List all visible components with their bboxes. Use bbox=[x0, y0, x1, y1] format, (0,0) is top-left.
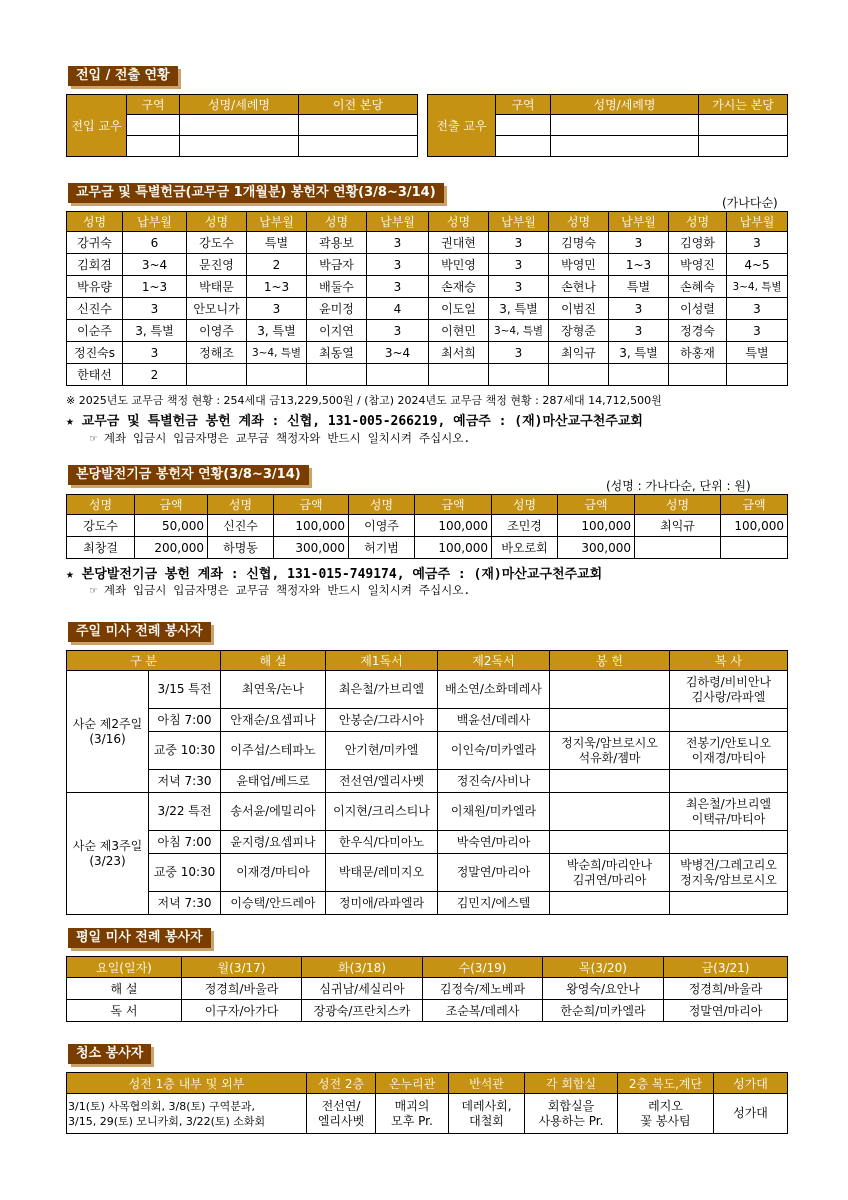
volunteer-cell: 정말연/마리아 bbox=[664, 1000, 788, 1022]
name-cell bbox=[669, 364, 727, 386]
name-cell bbox=[549, 364, 609, 386]
sunday-r1-cell: 안기현/미카엘 bbox=[326, 732, 438, 770]
header-cell: 수(3/19) bbox=[423, 957, 543, 978]
sunday-offer-cell: 정지욱/암브로시오 석유화/젬마 bbox=[550, 732, 670, 770]
month-cell: 특별 bbox=[609, 276, 669, 298]
name-cell: 손현나 bbox=[549, 276, 609, 298]
header-cell: 성명 bbox=[208, 495, 274, 515]
name-cell: 김명숙 bbox=[549, 232, 609, 254]
header-cell: 성명 bbox=[67, 212, 123, 232]
header-cell: 성전 1층 내부 및 외부 bbox=[67, 1073, 307, 1094]
name-cell: 정경숙 bbox=[669, 320, 727, 342]
sunday-table bbox=[66, 650, 788, 915]
sunday-offer-cell bbox=[550, 831, 670, 854]
name-cell: 이도일 bbox=[429, 298, 489, 320]
table-row bbox=[67, 537, 788, 559]
cleaning-table bbox=[66, 1072, 788, 1134]
month-cell: 2 bbox=[123, 364, 187, 386]
name-cell bbox=[307, 364, 367, 386]
name-cell: 하홍재 bbox=[669, 342, 727, 364]
role-cell: 독 서 bbox=[67, 1000, 182, 1022]
sunday-server-cell bbox=[670, 892, 788, 915]
header-cell: 월(3/17) bbox=[182, 957, 302, 978]
name-cell: 최익규 bbox=[635, 515, 721, 537]
sunday-server-cell bbox=[670, 709, 788, 732]
weekday-table bbox=[66, 956, 788, 1022]
sunday-time-cell: 3/22 특전 bbox=[149, 793, 221, 831]
month-cell: 1~3 bbox=[123, 276, 187, 298]
name-cell: 강도수 bbox=[67, 515, 135, 537]
header-cell: 온누리관 bbox=[376, 1073, 449, 1094]
name-cell: 이영주 bbox=[349, 515, 415, 537]
name-cell: 손혜숙 bbox=[669, 276, 727, 298]
cleaning-cell: 성가대 bbox=[714, 1094, 788, 1134]
volunteer-cell: 왕영숙/요안나 bbox=[543, 978, 664, 1000]
empty-cell bbox=[496, 136, 551, 157]
sunday-date: (3/16) bbox=[89, 731, 126, 746]
sunday-commentary-cell: 이승택/안드레아 bbox=[221, 892, 326, 915]
name-cell: 이범진 bbox=[549, 298, 609, 320]
amount-cell: 100,000 bbox=[415, 537, 492, 559]
volunteer-cell: 심귀남/세실리아 bbox=[302, 978, 423, 1000]
month-cell bbox=[367, 364, 429, 386]
volunteer-cell: 한순희/미카엘라 bbox=[543, 1000, 664, 1022]
name-cell: 신진수 bbox=[67, 298, 123, 320]
header-row bbox=[67, 651, 788, 671]
month-cell: 3 bbox=[727, 320, 788, 342]
sunday-r2-cell: 배소연/소화데레사 bbox=[438, 671, 550, 709]
amount-cell: 100,000 bbox=[721, 515, 788, 537]
table-row bbox=[67, 831, 788, 854]
empty-cell bbox=[699, 115, 788, 136]
table-row bbox=[67, 793, 788, 831]
header-cell: 성명 bbox=[67, 495, 135, 515]
name-cell: 박금자 bbox=[307, 254, 367, 276]
transfer-out-table bbox=[427, 94, 788, 157]
amount-cell bbox=[721, 537, 788, 559]
name-cell: 신진수 bbox=[208, 515, 274, 537]
month-cell: 3 bbox=[727, 232, 788, 254]
empty-cell bbox=[551, 115, 699, 136]
section-title-weekday: 평일 미사 전례 봉사자 bbox=[68, 928, 211, 948]
section-title-cleaning: 청소 봉사자 bbox=[68, 1044, 151, 1064]
sunday-r1-cell: 안봉순/그라시아 bbox=[326, 709, 438, 732]
header-cell: 요일(일자) bbox=[67, 957, 182, 978]
section-title-building: 본당발전기금 봉헌자 연황(3/8~3/14) bbox=[68, 465, 309, 485]
name-cell: 이현민 bbox=[429, 320, 489, 342]
sunday-r1-cell: 전선연/엘리사벳 bbox=[326, 770, 438, 793]
month-cell: 3 bbox=[489, 232, 549, 254]
sunday-commentary-cell: 송서윤/에밀리아 bbox=[221, 793, 326, 831]
header-cell: 봉 헌 bbox=[550, 651, 670, 671]
header-cell: 성명/세례명 bbox=[551, 95, 699, 115]
header-cell: 성명 bbox=[187, 212, 247, 232]
header-cell: 금액 bbox=[274, 495, 349, 515]
header-cell: 금액 bbox=[415, 495, 492, 515]
building-sort-note: (성명 : 가나다순, 단위 : 원) bbox=[606, 479, 751, 493]
sunday-r2-cell: 백윤선/데레사 bbox=[438, 709, 550, 732]
sunday-offer-cell: 박순희/마리안나 김귀연/마리아 bbox=[550, 854, 670, 892]
sunday-server-cell: 최은철/가브리엘 이택규/마티아 bbox=[670, 793, 788, 831]
table-row bbox=[67, 364, 788, 386]
dues-status-note: ※ 2025년도 교무금 책정 현황 : 254세대 금13,229,500원 / (참고) 2024년도 교무금 책정 현황 : 287세대 14,712,500원 bbox=[66, 394, 662, 407]
header-cell: 금액 bbox=[558, 495, 635, 515]
month-cell: 3 bbox=[489, 342, 549, 364]
header-row bbox=[67, 495, 788, 515]
amount-cell: 300,000 bbox=[558, 537, 635, 559]
month-cell: 4 bbox=[367, 298, 429, 320]
empty-cell bbox=[180, 136, 299, 157]
sunday-commentary-cell: 이주섭/스테파노 bbox=[221, 732, 326, 770]
month-cell: 1~3 bbox=[609, 254, 669, 276]
header-cell: 복 사 bbox=[670, 651, 788, 671]
name-cell: 박영진 bbox=[669, 254, 727, 276]
month-cell bbox=[247, 364, 307, 386]
month-cell bbox=[727, 364, 788, 386]
header-cell: 화(3/18) bbox=[302, 957, 423, 978]
header-cell: 구 분 bbox=[67, 651, 221, 671]
header-cell: 납부월 bbox=[727, 212, 788, 232]
amount-cell: 50,000 bbox=[135, 515, 208, 537]
name-cell: 박태문 bbox=[187, 276, 247, 298]
header-cell: 각 회합실 bbox=[525, 1073, 618, 1094]
empty-cell bbox=[699, 136, 788, 157]
month-cell: 3 bbox=[367, 320, 429, 342]
name-cell: 강도수 bbox=[187, 232, 247, 254]
name-cell: 박영민 bbox=[549, 254, 609, 276]
volunteer-cell: 조순복/데레사 bbox=[423, 1000, 543, 1022]
header-cell: 성명 bbox=[492, 495, 558, 515]
amount-cell: 100,000 bbox=[274, 515, 349, 537]
month-cell: 3 bbox=[367, 276, 429, 298]
sunday-time-cell: 교중 10:30 bbox=[149, 854, 221, 892]
table-row bbox=[67, 276, 788, 298]
header-row bbox=[67, 212, 788, 232]
empty-cell bbox=[127, 136, 180, 157]
dues-account: ★ 교무금 및 특별헌금 봉헌 계좌 : 신협, 131-005-266219, 예금주 : (재)마산교구천주교회 bbox=[66, 414, 643, 429]
name-cell: 김영화 bbox=[669, 232, 727, 254]
name-cell: 강귀숙 bbox=[67, 232, 123, 254]
table-row bbox=[67, 1000, 788, 1022]
amount-cell: 100,000 bbox=[558, 515, 635, 537]
role-cell: 해 설 bbox=[67, 978, 182, 1000]
name-cell: 조민경 bbox=[492, 515, 558, 537]
header-cell: 목(3/20) bbox=[543, 957, 664, 978]
name-cell: 박유량 bbox=[67, 276, 123, 298]
cleaning-cell: 전선연/ 엘리사벳 bbox=[307, 1094, 376, 1134]
dues-account-note: ☞ 계좌 입금시 입금자명은 교무금 책정자와 반드시 일치시켜 주십시오. bbox=[90, 431, 471, 445]
empty-cell bbox=[551, 136, 699, 157]
table-row bbox=[67, 342, 788, 364]
name-cell: 이성렬 bbox=[669, 298, 727, 320]
month-cell: 3 bbox=[609, 320, 669, 342]
month-cell bbox=[489, 364, 549, 386]
table-row bbox=[67, 254, 788, 276]
month-cell: 3 bbox=[247, 298, 307, 320]
header-row bbox=[67, 957, 788, 978]
empty-cell bbox=[127, 115, 180, 136]
sunday-r2-cell: 정말연/마리아 bbox=[438, 854, 550, 892]
name-cell: 이영주 bbox=[187, 320, 247, 342]
volunteer-cell: 김정숙/제노베파 bbox=[423, 978, 543, 1000]
name-cell: 최동열 bbox=[307, 342, 367, 364]
sunday-label: 사순 제2주일 bbox=[72, 716, 143, 731]
sunday-commentary-cell: 이재경/마티아 bbox=[221, 854, 326, 892]
header-cell: 성명/세례명 bbox=[180, 95, 299, 115]
month-cell: 3 bbox=[489, 276, 549, 298]
building-account: ★ 본당발전기금 봉헌 계좌 : 신협, 131-015-749174, 예금주 : (재)마산교구천주교회 bbox=[66, 567, 603, 582]
table-row bbox=[67, 770, 788, 793]
header-cell: 반석관 bbox=[449, 1073, 525, 1094]
month-cell: 3~4, 특별 bbox=[247, 342, 307, 364]
month-cell: 4~5 bbox=[727, 254, 788, 276]
name-cell: 배둘수 bbox=[307, 276, 367, 298]
name-cell: 하명동 bbox=[208, 537, 274, 559]
month-cell: 3 bbox=[123, 298, 187, 320]
table-row bbox=[67, 732, 788, 770]
month-cell: 특별 bbox=[727, 342, 788, 364]
sunday-time-cell: 저녁 7:30 bbox=[149, 892, 221, 915]
header-cell: 성명 bbox=[429, 212, 489, 232]
name-cell: 장형준 bbox=[549, 320, 609, 342]
name-cell: 안모니가 bbox=[187, 298, 247, 320]
sunday-commentary-cell: 안재순/요셉피나 bbox=[221, 709, 326, 732]
sunday-r2-cell: 김민지/에스텔 bbox=[438, 892, 550, 915]
table-row bbox=[67, 515, 788, 537]
header-cell: 납부월 bbox=[123, 212, 187, 232]
sunday-group-label bbox=[67, 793, 149, 915]
sunday-group-label bbox=[67, 671, 149, 793]
header-cell: 성명 bbox=[635, 495, 721, 515]
month-cell: 2 bbox=[247, 254, 307, 276]
month-cell: 3 bbox=[609, 232, 669, 254]
month-cell: 1~3 bbox=[247, 276, 307, 298]
sunday-r2-cell: 박숙연/마리아 bbox=[438, 831, 550, 854]
cleaning-cell: 데레사회, 대철회 bbox=[449, 1094, 525, 1134]
month-cell: 3, 특별 bbox=[123, 320, 187, 342]
month-cell: 3 bbox=[123, 342, 187, 364]
name-cell: 이지연 bbox=[307, 320, 367, 342]
table-row bbox=[67, 978, 788, 1000]
month-cell: 3 bbox=[367, 254, 429, 276]
sunday-r1-cell: 이지현/크리스티나 bbox=[326, 793, 438, 831]
header-cell: 납부월 bbox=[489, 212, 549, 232]
sunday-commentary-cell: 최연욱/논나 bbox=[221, 671, 326, 709]
table-row bbox=[67, 671, 788, 709]
month-cell: 특별 bbox=[247, 232, 307, 254]
sunday-offer-cell bbox=[550, 770, 670, 793]
empty-cell bbox=[180, 115, 299, 136]
name-cell: 최익규 bbox=[549, 342, 609, 364]
name-cell: 최창걸 bbox=[67, 537, 135, 559]
volunteer-cell: 이구자/아가다 bbox=[182, 1000, 302, 1022]
name-cell: 한태선 bbox=[67, 364, 123, 386]
sunday-r1-cell: 박태문/레미지오 bbox=[326, 854, 438, 892]
sunday-server-cell: 전봉기/안토니오 이재경/마티아 bbox=[670, 732, 788, 770]
header-cell: 성명 bbox=[549, 212, 609, 232]
month-cell: 3 bbox=[727, 298, 788, 320]
month-cell: 3 bbox=[367, 232, 429, 254]
sort-note: (가나다순) bbox=[722, 196, 778, 210]
volunteer-cell: 정경희/바울라 bbox=[664, 978, 788, 1000]
amount-cell: 300,000 bbox=[274, 537, 349, 559]
sunday-time-cell: 교중 10:30 bbox=[149, 732, 221, 770]
header-cell: 금(3/21) bbox=[664, 957, 788, 978]
transfer-out-label: 전출 교우 bbox=[428, 95, 496, 157]
transfer-in-label: 전입 교우 bbox=[67, 95, 127, 157]
sunday-r1-cell: 최은철/가브리엘 bbox=[326, 671, 438, 709]
header-cell: 금액 bbox=[135, 495, 208, 515]
name-cell: 허기범 bbox=[349, 537, 415, 559]
header-cell: 납부월 bbox=[367, 212, 429, 232]
section-title-dues: 교무금 및 특별헌금(교무금 1개월분) 봉헌자 연황(3/8~3/14) bbox=[68, 183, 444, 203]
header-cell: 성전 2층 bbox=[307, 1073, 376, 1094]
month-cell bbox=[609, 364, 669, 386]
cleaning-cell: 3/1(토) 사목협의회, 3/8(토) 구역분과, 3/15, 29(토) 모니카회, 3/22(토) 소화회 bbox=[67, 1094, 307, 1134]
header-cell: 구역 bbox=[496, 95, 551, 115]
name-cell: 권대현 bbox=[429, 232, 489, 254]
header-row bbox=[67, 1073, 788, 1094]
sunday-commentary-cell: 윤태업/베드로 bbox=[221, 770, 326, 793]
name-cell: 정해조 bbox=[187, 342, 247, 364]
sunday-r1-cell: 정미애/라파엘라 bbox=[326, 892, 438, 915]
section-title-transfer: 전입 / 전출 연황 bbox=[68, 66, 178, 86]
sunday-time-cell: 아침 7:00 bbox=[149, 831, 221, 854]
name-cell: 윤미정 bbox=[307, 298, 367, 320]
table-row bbox=[67, 854, 788, 892]
month-cell: 3~4, 특별 bbox=[489, 320, 549, 342]
sunday-label: 사순 제3주일 bbox=[72, 838, 143, 853]
sunday-time-cell: 저녁 7:30 bbox=[149, 770, 221, 793]
table-row bbox=[67, 320, 788, 342]
name-cell: 곽용보 bbox=[307, 232, 367, 254]
table-row bbox=[67, 1094, 788, 1134]
name-cell: 박민영 bbox=[429, 254, 489, 276]
name-cell bbox=[187, 364, 247, 386]
header-cell: 성가대 bbox=[714, 1073, 788, 1094]
month-cell: 6 bbox=[123, 232, 187, 254]
sunday-r2-cell: 이채원/미카엘라 bbox=[438, 793, 550, 831]
sunday-server-cell: 박병건/그레고리오 정지욱/암브로시오 bbox=[670, 854, 788, 892]
sunday-date: (3/23) bbox=[89, 853, 126, 868]
section-title-sunday: 주일 미사 전례 봉사자 bbox=[68, 622, 211, 642]
name-cell: 이순주 bbox=[67, 320, 123, 342]
sunday-time-cell: 3/15 특전 bbox=[149, 671, 221, 709]
sunday-time-cell: 아침 7:00 bbox=[149, 709, 221, 732]
cleaning-cell: 회합실을 사용하는 Pr. bbox=[525, 1094, 618, 1134]
name-cell: 바오로회 bbox=[492, 537, 558, 559]
sunday-offer-cell bbox=[550, 709, 670, 732]
transfer-in-table bbox=[66, 94, 418, 157]
month-cell: 3~4, 특별 bbox=[727, 276, 788, 298]
sunday-server-cell bbox=[670, 831, 788, 854]
cleaning-cell: 매괴의 모후 Pr. bbox=[376, 1094, 449, 1134]
volunteer-cell: 장광숙/프란치스카 bbox=[302, 1000, 423, 1022]
month-cell: 3 bbox=[489, 254, 549, 276]
header-cell: 성명 bbox=[669, 212, 727, 232]
month-cell: 3, 특별 bbox=[609, 342, 669, 364]
table-row bbox=[67, 232, 788, 254]
sunday-commentary-cell: 윤지령/요셉피나 bbox=[221, 831, 326, 854]
name-cell: 문진영 bbox=[187, 254, 247, 276]
name-cell bbox=[635, 537, 721, 559]
header-cell: 해 설 bbox=[221, 651, 326, 671]
header-cell: 제2독서 bbox=[438, 651, 550, 671]
header-cell: 성명 bbox=[349, 495, 415, 515]
sunday-server-cell bbox=[670, 770, 788, 793]
sunday-r1-cell: 한우식/다미아노 bbox=[326, 831, 438, 854]
month-cell: 3 bbox=[609, 298, 669, 320]
table-row bbox=[67, 298, 788, 320]
month-cell: 3~4 bbox=[123, 254, 187, 276]
header-cell: 이전 본당 bbox=[299, 95, 418, 115]
header-cell: 가시는 본당 bbox=[699, 95, 788, 115]
dues-table bbox=[66, 211, 788, 386]
name-cell bbox=[429, 364, 489, 386]
amount-cell: 200,000 bbox=[135, 537, 208, 559]
sunday-server-cell: 김하령/비비안나 김사랑/라파엘 bbox=[670, 671, 788, 709]
sunday-r2-cell: 정진숙/사비나 bbox=[438, 770, 550, 793]
header-cell: 금액 bbox=[721, 495, 788, 515]
name-cell: 최서희 bbox=[429, 342, 489, 364]
header-cell: 제1독서 bbox=[326, 651, 438, 671]
month-cell: 3, 특별 bbox=[489, 298, 549, 320]
header-cell: 성명 bbox=[307, 212, 367, 232]
empty-cell bbox=[299, 136, 418, 157]
month-cell: 3~4 bbox=[367, 342, 429, 364]
table-row bbox=[67, 709, 788, 732]
sunday-offer-cell bbox=[550, 892, 670, 915]
volunteer-cell: 정경희/바울라 bbox=[182, 978, 302, 1000]
building-account-note: ☞ 계좌 입금시 입금자명은 교무금 책정자와 반드시 일치시켜 주십시오. bbox=[90, 583, 471, 597]
name-cell: 정진숙s bbox=[67, 342, 123, 364]
table-row bbox=[67, 892, 788, 915]
amount-cell: 100,000 bbox=[415, 515, 492, 537]
cleaning-cell: 레지오 꽃 봉사팀 bbox=[618, 1094, 714, 1134]
sunday-offer-cell bbox=[550, 793, 670, 831]
building-table bbox=[66, 494, 788, 559]
header-cell: 납부월 bbox=[247, 212, 307, 232]
month-cell: 3, 특별 bbox=[247, 320, 307, 342]
name-cell: 손재승 bbox=[429, 276, 489, 298]
sunday-offer-cell bbox=[550, 671, 670, 709]
empty-cell bbox=[496, 115, 551, 136]
header-cell: 2층 복도,계단 bbox=[618, 1073, 714, 1094]
sunday-r2-cell: 이인숙/미카엘라 bbox=[438, 732, 550, 770]
header-cell: 구역 bbox=[127, 95, 180, 115]
name-cell: 김회겸 bbox=[67, 254, 123, 276]
header-cell: 납부월 bbox=[609, 212, 669, 232]
empty-cell bbox=[299, 115, 418, 136]
